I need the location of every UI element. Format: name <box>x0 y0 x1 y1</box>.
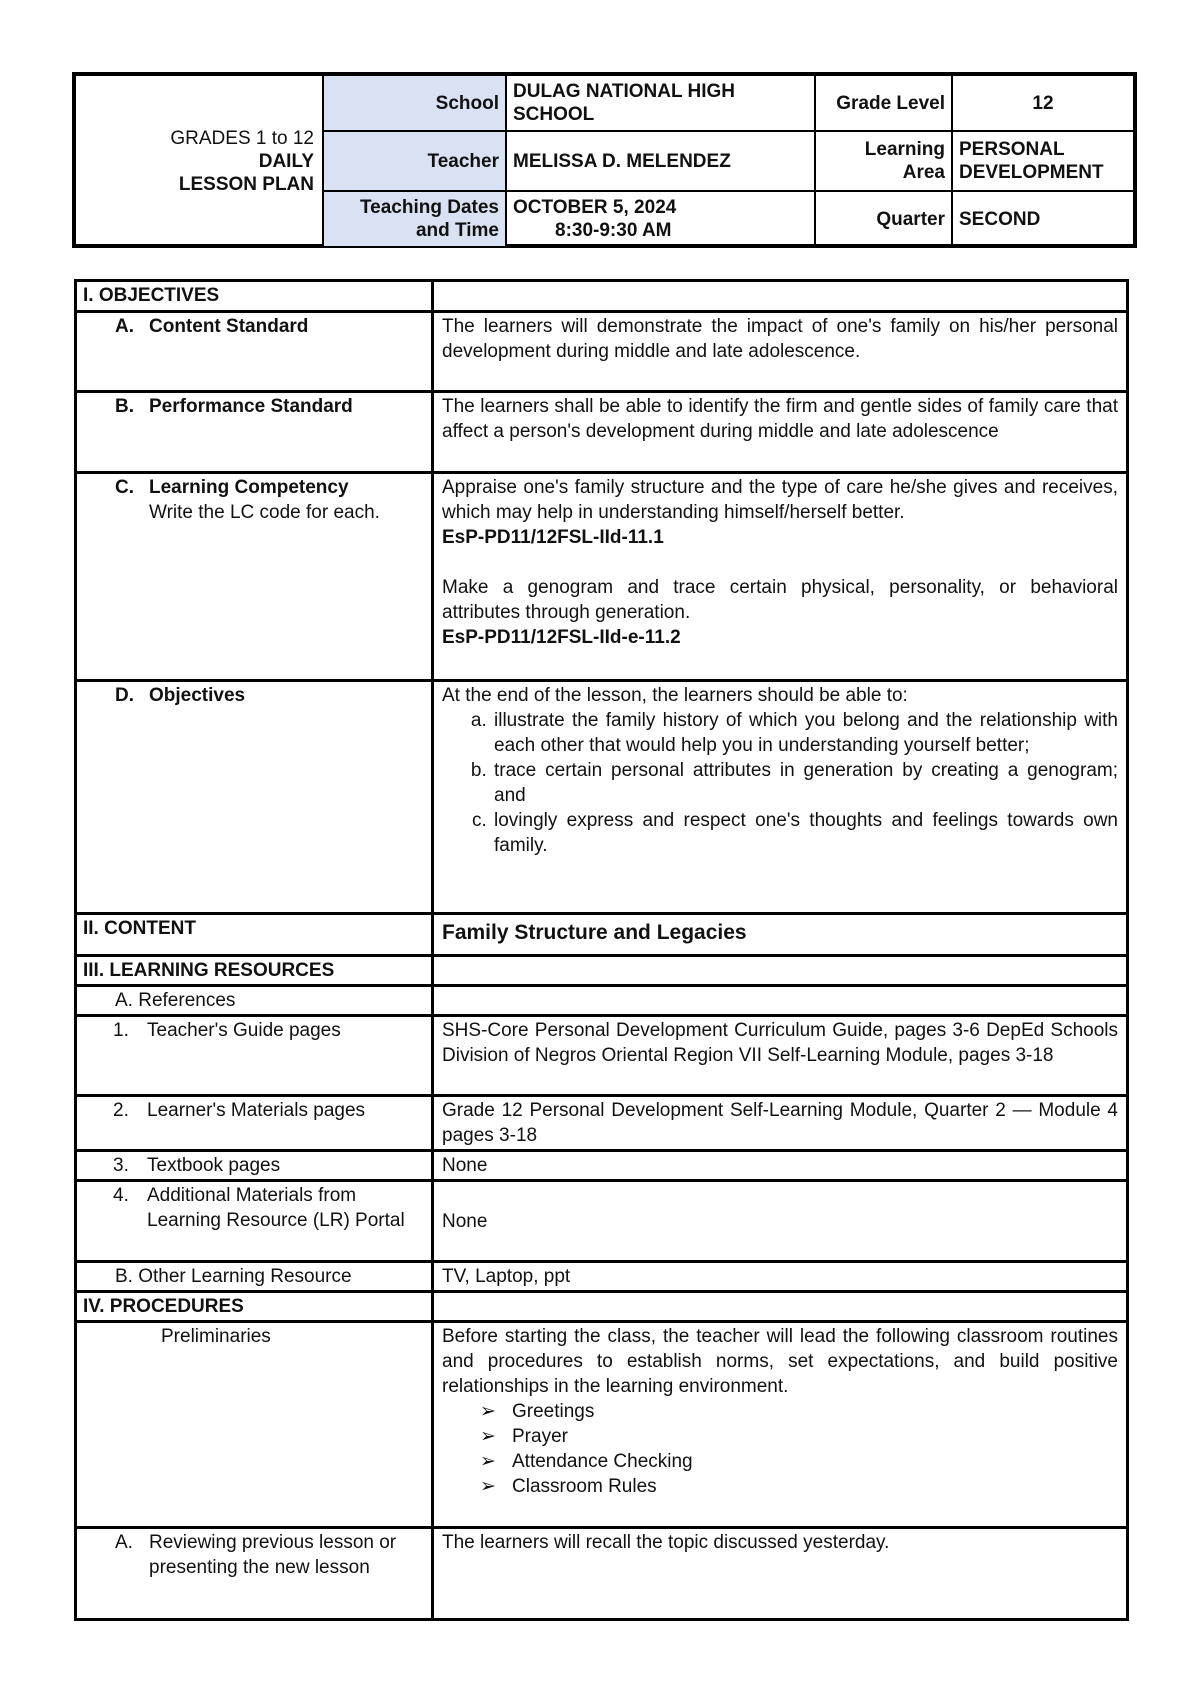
objectives-intro: At the end of the lesson, the learners should be able to: <box>442 685 908 706</box>
table-row <box>76 986 1128 1016</box>
other-resource-value: TV, Laptop, ppt <box>433 1262 1128 1292</box>
item-label: Teacher's Guide pages <box>147 1020 341 1041</box>
table-row <box>76 1016 1128 1096</box>
list-item: ➢ Attendance Checking <box>480 1451 693 1472</box>
item-label: Reviewing previous lesson or presenting the new lesson <box>149 1532 397 1578</box>
content-standard-label <box>76 312 433 392</box>
item-letter: A. <box>115 316 134 337</box>
arrow-bullet-icon: ➢ <box>480 1451 496 1472</box>
item-label: Learning Competency <box>149 477 349 498</box>
item-label: Learner's Materials pages <box>147 1100 366 1121</box>
title-daily: DAILY <box>258 150 314 172</box>
empty-cell <box>433 281 1128 312</box>
grade-level-value: 12 <box>952 76 1133 131</box>
school-label: School <box>323 76 506 131</box>
competency-text-2: Make a genogram and trace certain physical, personality, or behavioral attributes through generation. <box>442 577 1118 623</box>
review-label <box>76 1528 433 1620</box>
table-row <box>76 473 1128 681</box>
table-row <box>76 1262 1128 1292</box>
content-topic: Family Structure and Legacies <box>442 921 747 944</box>
item-letter: C. <box>115 477 134 498</box>
lesson-plan-header <box>72 72 1137 248</box>
item-letter: B. <box>115 396 134 417</box>
learning-area-value: PERSONAL DEVELOPMENT <box>952 131 1133 191</box>
section-heading-resources: III. LEARNING RESOURCES <box>76 956 433 986</box>
content-value <box>433 914 1128 956</box>
teacher-label: Teacher <box>323 131 506 191</box>
list-item: ➢ Greetings <box>480 1401 595 1422</box>
other-resource-label: B. Other Learning Resource <box>76 1262 433 1292</box>
objectives-list <box>442 708 1118 858</box>
learning-area-label: Learning Area <box>815 131 952 191</box>
item-number: 1. <box>113 1020 129 1041</box>
table-row <box>76 1181 1128 1262</box>
table-row <box>76 1322 1128 1528</box>
table-row <box>76 392 1128 473</box>
textbook-label <box>76 1151 433 1181</box>
empty-cell <box>433 1292 1128 1322</box>
document-title <box>76 76 323 246</box>
list-item: a. illustrate the family history of which you belong and the relationship with each other that would help you in understanding yourself better; <box>492 708 1118 758</box>
competency-text-1: Appraise one's family structure and the type of care he/she gives and receives, which may help in understanding himself/herself better. <box>442 477 1118 523</box>
item-label: Performance Standard <box>149 396 353 417</box>
item-number: 2. <box>113 1100 129 1121</box>
list-item: c. lovingly express and respect one's thoughts and feelings towards own family. <box>492 808 1118 858</box>
table-row <box>76 1292 1128 1322</box>
teachers-guide-value: SHS-Core Personal Development Curriculum Guide, pages 3-6 DepEd Schools Division of Negros Oriental Region VII Self-Learning Module, pages 3-18 <box>433 1016 1128 1096</box>
empty-cell <box>433 956 1128 986</box>
additional-materials-label <box>76 1181 433 1262</box>
list-item: ➢ Classroom Rules <box>480 1476 657 1497</box>
school-value: DULAG NATIONAL HIGH SCHOOL <box>506 76 815 131</box>
item-number: 3. <box>113 1155 129 1176</box>
item-label: Textbook pages <box>147 1155 281 1176</box>
learners-materials-label <box>76 1096 433 1151</box>
empty-cell <box>433 986 1128 1016</box>
routines-list <box>442 1399 1118 1499</box>
learners-materials-value: Grade 12 Personal Development Self-Learning Module, Quarter 2 — Module 4 pages 3-18 <box>433 1096 1128 1151</box>
teaching-time: 8:30-9:30 AM <box>555 220 672 241</box>
arrow-bullet-icon: ➢ <box>480 1426 496 1447</box>
objectives-label <box>76 681 433 914</box>
list-item: ➢ Prayer <box>480 1426 568 1447</box>
learning-competency-label <box>76 473 433 681</box>
table-row <box>76 956 1128 986</box>
teaching-dates-label: Teaching Dates and Time <box>323 191 506 246</box>
grade-level-label: Grade Level <box>815 76 952 131</box>
additional-materials-value: None <box>433 1181 1128 1262</box>
table-row <box>76 681 1128 914</box>
table-row <box>76 1096 1128 1151</box>
content-standard-text: The learners will demonstrate the impact of one's family on his/her personal development during middle and late adolescence. <box>433 312 1128 392</box>
title-lesson-plan: LESSON PLAN <box>178 173 314 195</box>
preliminaries-label: Preliminaries <box>76 1322 433 1528</box>
title-grades: GRADES 1 to 12 <box>170 127 314 149</box>
item-label: Content Standard <box>149 316 309 337</box>
section-heading-procedures: IV. PROCEDURES <box>76 1292 433 1322</box>
table-row <box>76 1151 1128 1181</box>
textbook-value: None <box>433 1151 1128 1181</box>
list-item: b. trace certain personal attributes in generation by creating a genogram; and <box>492 758 1118 808</box>
references-label: A. References <box>76 986 433 1016</box>
objectives-text <box>433 681 1128 914</box>
competency-code-2: EsP-PD11/12FSL-IId-e-11.2 <box>442 627 681 648</box>
competency-code-1: EsP-PD11/12FSL-IId-11.1 <box>442 527 664 548</box>
table-row <box>76 914 1128 956</box>
section-heading-objectives: I. OBJECTIVES <box>76 281 433 312</box>
section-heading-content: II. CONTENT <box>76 914 433 956</box>
performance-standard-text: The learners shall be able to identify the firm and gentle sides of family care that affect a person's development during middle and late adolescence <box>433 392 1128 473</box>
item-label: Additional Materials from Learning Resource (LR) Portal <box>147 1185 405 1231</box>
preliminaries-description: Before starting the class, the teacher will lead the following classroom routines and procedures to establish norms, set expectations, and build positive relationships in the learning environment. <box>442 1326 1118 1397</box>
teacher-value: MELISSA D. MELENDEZ <box>506 131 815 191</box>
teachers-guide-label <box>76 1016 433 1096</box>
arrow-bullet-icon: ➢ <box>480 1476 496 1497</box>
quarter-label: Quarter <box>815 191 952 246</box>
table-row <box>76 281 1128 312</box>
quarter-value: SECOND <box>952 191 1133 246</box>
review-text: The learners will recall the topic discussed yesterday. <box>433 1528 1128 1620</box>
item-letter: A. <box>115 1532 133 1553</box>
item-sublabel: Write the LC code for each. <box>149 502 380 523</box>
learning-competency-text <box>433 473 1128 681</box>
teaching-dates-value <box>506 191 815 246</box>
teaching-date: OCTOBER 5, 2024 <box>513 197 677 218</box>
performance-standard-label <box>76 392 433 473</box>
item-label: Objectives <box>149 685 246 706</box>
table-row <box>76 1528 1128 1620</box>
lesson-plan-table <box>74 279 1129 1621</box>
arrow-bullet-icon: ➢ <box>480 1401 496 1422</box>
table-row <box>76 312 1128 392</box>
item-number: 4. <box>113 1185 129 1206</box>
item-letter: D. <box>115 685 134 706</box>
preliminaries-text <box>433 1322 1128 1528</box>
